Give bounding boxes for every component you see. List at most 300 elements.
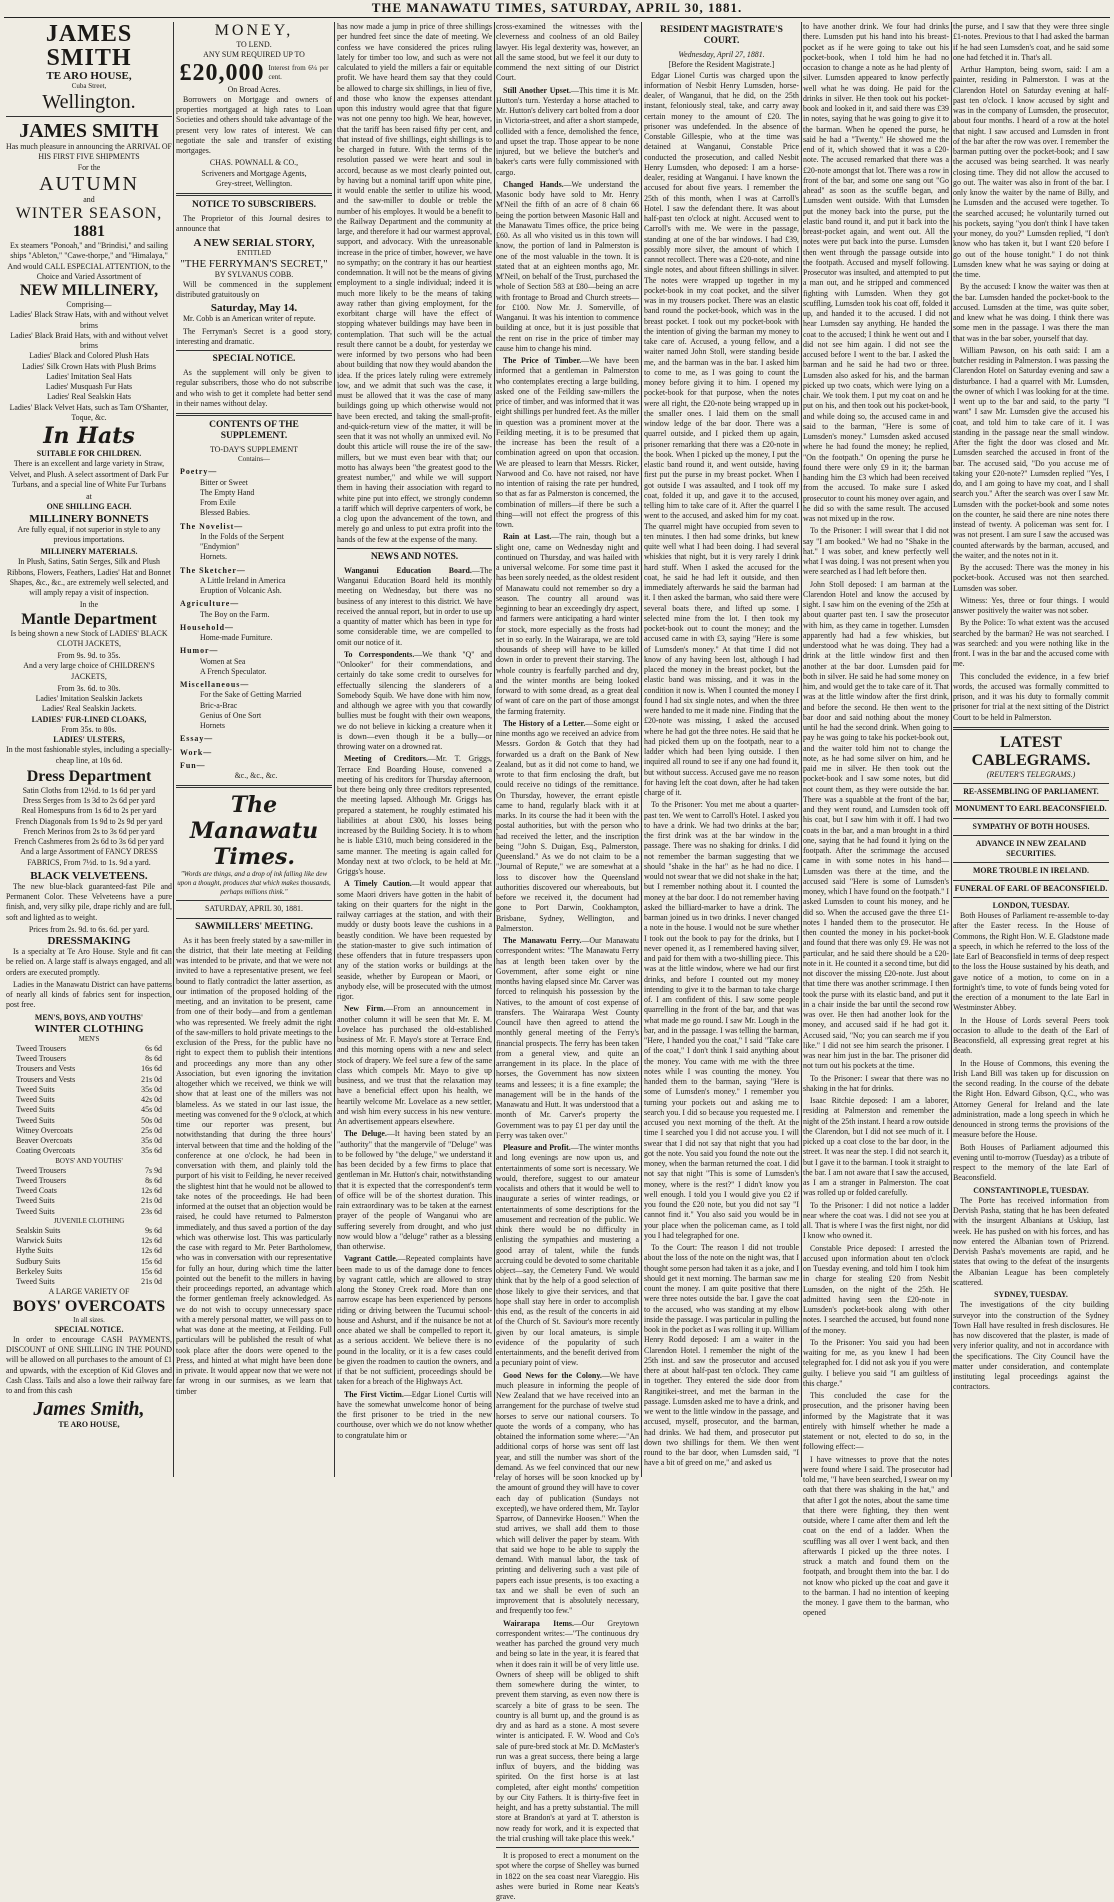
boys-price-list bbox=[6, 1166, 172, 1217]
money-heading: MONEY, bbox=[214, 22, 294, 39]
price-item: Tweed Suits bbox=[16, 1105, 55, 1115]
ex-steamers: Ex steamers "Ponoah," and "Brindisi," and sailing ships "Ableton," "Cawe-thorpe," and "Himalaya," bbox=[10, 241, 168, 261]
firm-name: CHAS. POWNALL & CO., bbox=[209, 158, 299, 168]
notice-text: The Proprietor of this Journal desires to announce that bbox=[176, 214, 332, 234]
toc-item: "Endymion" bbox=[200, 542, 240, 551]
dress-item: Satin Cloths from 12½d. to 1s 6d per yard bbox=[22, 785, 156, 795]
column-6 bbox=[803, 22, 949, 1618]
toc-item: Hornets bbox=[200, 721, 225, 730]
price-item: Trousers and Vests bbox=[16, 1074, 76, 1084]
news-item bbox=[337, 879, 492, 1002]
toc-section: Agriculture— bbox=[180, 599, 240, 609]
court-cont-9: This concluded the case for the prosecution, and the prisoner having been informed by the Magistrate that it was entirely with himself whether he made a statement or not, elected to do so, in the following effect:— bbox=[803, 1391, 949, 1452]
fur-cloaks-heading: LADIES' FUR-LINED CLOAKS, bbox=[31, 714, 147, 724]
attention-text: And would CALL ESPECIAL ATTENTION, to the Choice and Varied Assortment of bbox=[7, 261, 171, 281]
court-cont-7: Constable Price deposed: I arrested the accused upon information about ten o'clock on Tuesday evening, and told him I took him in charge for stealing £20 from Nesbit Lumsden, on the night of the 25th. He admitted having seen the £20-note in Lumsden's pocket-book along with other notes. I searched the accused, but found none of the money. bbox=[803, 1243, 949, 1335]
will-commence: Will be commenced in the supplement distributed gratuitously on bbox=[176, 279, 332, 299]
news-item-text: We have been informed that a gentleman in Palmerston who contemplates erecting a large building, asked one of the Feilding saw-millers the price of timber, and was informed that it was eight shillings per hundred feet. As the miller in question was a prominent mover at the Feilding meeting, it is to be presumed that the increase has been the result of a combination agreed on upon that occasion. We are pleased to learn that Messrs. Ricker, Narwood and Co. have not raised, nor have no intention of raising the rate per hundred, so that as far as Palmerston is concerned, the combination of millers—if there be such a thing—will not effect the progress of this town. bbox=[496, 356, 639, 529]
mantle-text-2: And a very large choice of CHILDREN'S JACKETS, bbox=[23, 661, 155, 681]
adjourn-text: Both Houses of Parliament adjourned this evening until to-morrow (Tuesday) as a tribute of respect to the memory of the late Earl of Beaconsfield. bbox=[953, 1142, 1109, 1183]
toc-item: Blessed Babies. bbox=[200, 508, 250, 518]
toc-item: From Exile bbox=[200, 498, 236, 507]
millinery-item: Ladies' Black and Colored Plush Hats bbox=[29, 351, 149, 361]
news-item-heading: The Manawatu Ferry. bbox=[503, 936, 582, 945]
special-notice-heading: SPECIAL NOTICE. bbox=[54, 1324, 124, 1334]
serial-date: Saturday, May 14. bbox=[210, 302, 298, 315]
news-item bbox=[496, 1143, 639, 1369]
news-item-heading: Pleasure and Profit. bbox=[503, 1143, 571, 1152]
news-item bbox=[337, 1129, 492, 1252]
price-item: Trousers and Vests bbox=[16, 1064, 76, 1074]
toc-item: A Little Ireland in America bbox=[200, 575, 286, 585]
toc-section: The Sketcher— bbox=[180, 565, 246, 575]
toc-item: Bitter or Sweet bbox=[200, 477, 248, 487]
court-cont-4: To the Prisoner: I swear that there was no shaking in the hat for drinks. bbox=[803, 1073, 949, 1093]
court-date: Wednesday, April 27, 1881. bbox=[678, 50, 765, 59]
price-row bbox=[6, 1236, 172, 1246]
price-row bbox=[6, 1085, 172, 1095]
millinery-item: Ladies' Black Velvet Hats, such as Tam O'Shanter, Toque, &c. bbox=[9, 402, 169, 422]
price-row bbox=[6, 1246, 172, 1256]
price-item: Tweed Trousers bbox=[16, 1175, 67, 1185]
price-value: 16s 6d bbox=[141, 1064, 162, 1074]
millinery-item: Ladies' Silk Crown Hats with Plush Brims bbox=[22, 361, 156, 371]
court-cont-8: To the Prisoner: You said you had been waiting for me, as you knew I had been telegraphed for. I did not ask you if you were guilty. I believe you said "I am guiltless of this charge." bbox=[803, 1337, 949, 1388]
winter-heading: WINTER SEASON, bbox=[15, 205, 163, 222]
news-item-text: The Wanganui Education Board held its monthly meeting on Wednesday, but there was no business of any interest to this district. We have received the annual report, but in order to use up a quantity of matter which has been in type for some considerable time, we are compelled to omit our notice of it. bbox=[337, 565, 492, 647]
at-text: at bbox=[86, 492, 92, 501]
dress-item: French Diagonals from 1s 9d to 2s 9d per yard bbox=[15, 816, 163, 826]
toc-item: Bric-a-Brac bbox=[200, 700, 238, 710]
price-row bbox=[6, 1186, 172, 1196]
mantle-text: Is being shown a new Stock of LADIES' BLACK CLOTH JACKETS, bbox=[10, 628, 168, 648]
large-variety: A LARGE VARIETY OF bbox=[48, 1287, 130, 1297]
news-item bbox=[337, 650, 492, 753]
column-divider bbox=[801, 22, 802, 1477]
price-row bbox=[6, 1257, 172, 1267]
one-shilling: ONE SHILLING EACH. bbox=[46, 502, 132, 512]
price-row bbox=[6, 1054, 172, 1064]
price-value: 50s 0d bbox=[141, 1115, 162, 1125]
london-heading: LONDON, TUESDAY. bbox=[992, 900, 1070, 910]
price-value: 8s 6d bbox=[145, 1175, 162, 1185]
velveteens-heading: BLACK VELVETEENS. bbox=[30, 869, 148, 882]
price-value: 21s 0d bbox=[141, 1074, 162, 1084]
paper-date: SATURDAY, APRIL 30, 1881. bbox=[205, 904, 303, 914]
toc-section: Household— bbox=[180, 622, 234, 632]
divider bbox=[337, 548, 492, 549]
millinery-item: Ladies' Musquash Fur Hats bbox=[45, 382, 133, 391]
news-item bbox=[496, 86, 639, 178]
price-row bbox=[6, 1126, 172, 1136]
dressmaking-heading: DRESSMAKING bbox=[47, 935, 131, 947]
masthead-title: THE MANAWATU TIMES, SATURDAY, APRIL 30, 1881. bbox=[371, 0, 743, 15]
news-item-dash: — bbox=[585, 718, 594, 728]
story-author: BY SYLVANUS COBB. bbox=[214, 269, 294, 279]
millinery-item: Ladies' Real Sealskin Hats bbox=[46, 392, 132, 402]
shop-city: Wellington. bbox=[42, 91, 136, 113]
fancy-fabrics: And a large Assortment of FANCY DRESS FABRICS, From 7½d. to 1s. 9d a yard. bbox=[20, 847, 158, 867]
news-item-text: Mr. T. Griggs, Terrace End Boarding House, convened a meeting of his creditors for Thursday afternoon, but there being only three creditors represented, the meeting lapsed. Although Mr. Griggs has prepared a statement, he roughly estimated his liabilities at about £300, his losses being increased by the Building Society. It is to whom he is liable £310, much being considered in the same manner. The meeting is again called for Monday next at two o'clock, to be held at Mr. Griggs's house. bbox=[337, 754, 492, 876]
price-value: 8s 6d bbox=[145, 1054, 162, 1063]
price-row bbox=[6, 1226, 172, 1236]
news-item-heading: The History of a Letter. bbox=[503, 718, 586, 728]
toc-section: Miscellaneous— bbox=[180, 680, 250, 689]
divider bbox=[953, 862, 1109, 863]
contents-heading: CONTENTS OF THE SUPPLEMENT. bbox=[209, 420, 299, 441]
bonnets-text: Are fully equal, if not superior in style to any previous importations. bbox=[17, 524, 161, 544]
price-row bbox=[6, 1064, 172, 1074]
special-notice-heading: SPECIAL NOTICE. bbox=[212, 354, 296, 364]
news-item-heading: Vagrant Cattle. bbox=[344, 1254, 398, 1264]
price-value: 6s 6d bbox=[145, 1043, 162, 1053]
toc-section: Essay— bbox=[180, 734, 214, 744]
news-item-heading: A Timely Caution. bbox=[344, 879, 412, 889]
price-value: 21s 0d bbox=[141, 1196, 162, 1206]
price-value: 21s 0d bbox=[141, 1277, 162, 1286]
cobb-text: Mr. Cobb is an American writer of repute. bbox=[183, 314, 316, 324]
divider bbox=[953, 800, 1109, 801]
column-4-intro: cross-examined the witnesses with the cleverness and coolness of an old Bailey lawyer. His legal dexterity was, however, an all the same stood, but we feel it our duty to commend the next sitting of our District Court. bbox=[496, 22, 639, 83]
money-text: Borrowers on Mortgage and owners of properties mortgaged at high rates to Loan Societies and others should take advantage of the present very low rates of interest. We can negotiate the sale and transfer of existing mortgages. bbox=[176, 94, 332, 155]
news-item bbox=[496, 532, 639, 717]
news-item-text: The winter months and long evenings are now upon us, and entertainments of some sort is necessary. We would, therefore, suggest to our amateur vocalists and others that it would be well to inaugurate a series of winter readings, or entertainments of some descriptions for the amusement and recreation of the public. We think there would be no difficulty in enlisting the sympathies and mustering a good array of talent, while the funds accruing could be devoted to some charitable object—say, the Cemetery Fund. We would think that by the help of a good selection of those likely to give their services, and that hope shall stay here in order to accomplish this end, as the result of the concerts in aid of the Church of St. Saviour's more recently given by our local amateurs, is simple evidence of the popularity of such entertainments, and the benefit derived from a pecuniary point of view. bbox=[496, 1143, 639, 1368]
toc-item: In the Folds of the Serpent bbox=[200, 531, 284, 541]
mantle-price-2: From 3s. 6d. to 30s. bbox=[57, 683, 121, 693]
price-item: Warwick Suits bbox=[16, 1236, 63, 1245]
news-item-text: It would appear that some Maori drivers have gotten in the habit of taking on their quarters for the night in the railway carriages at the station, and with their muddy or dusty boots leave the cushions in a beastly condition. We have been requested by the station-master to give such intimation of these offenders that in future trespassers upon any of the station works or buildings at the seaside, whether by European or Maori, or anybody else, will be prosecuted with the utmost rigor. bbox=[337, 879, 492, 1001]
price-item: Tweed Suits bbox=[16, 1095, 55, 1104]
news-item-text: This time it is Mr. Hutton's turn. Yesterday a horse attached to Mr. Hutton's delivery cart bolted from a door in Victoria-street, and after a short stampede, collided with a fence, demolished the fence, and upset the trap. Those appear to be none injured, but we believe the butcher's and baker's carts were fully commissioned with cargo. bbox=[496, 85, 639, 177]
dress-dept-heading: Dress Department bbox=[26, 767, 152, 785]
news-item-dash: — bbox=[397, 1254, 406, 1264]
dress-item: French Merinos from 2s to 3s 6d per yard bbox=[23, 826, 155, 836]
price-value: 15s 6d bbox=[141, 1256, 162, 1266]
london-text: Both Houses of Parliament re-assemble to-day after the Easter recess. In the House of Commons, the Right Hon. W. E. Gladstone made a speech, in which he referred to the loss of the late Earl of Beaconsfield in terms of deep respect to the loss the House sustained by his death, and gave notice of a motion, to come on in a fortnight's time, to vote of funds being voted for the erection of a monument to the late Earl in Westminster Abbey. bbox=[953, 911, 1109, 1013]
in-sizes: In all sizes. bbox=[73, 1315, 105, 1324]
court-cont-2: To the Prisoner: I will swear that I did not say "I am booked." We had no "Shake in the hat." I was sober, and knew perfectly well what I was doing. I was not present when you were searched as I had left before then. bbox=[803, 526, 949, 577]
column-3 bbox=[337, 22, 492, 1477]
column-divider bbox=[494, 22, 495, 1477]
news-item-text: We have much pleasure in informing the people of New Zealand that we have received into an arrangement for the purchase of twelve stud horses to serve our national coursers. To quote the words of a company, who has obtained the information some where:—"An additional corps of horse was sent off last year, and still the number was short of the demand. As we feel convinced that our new relay of horses will be soon knocked up by the amount of ground they will have to cover each day of publication (Sundays not excepted), we have ordered them, Mr. Taylor Sparrow, of Dannevirke Hoosen." When the stud arrives, we shall add them to those which will deliver the paper by steam. With that said we hope to be able to supply the demand. With manual labor, the task of printing and delivering such a vast pile of papers each issue presents, is too exacting a tax and we shall be even of such an improvement that is absolutely necessary, and frequently too few." bbox=[496, 1370, 639, 1616]
news-item-dash: — bbox=[581, 936, 590, 945]
millinery-item: Ladies' Imitation Seal Hats bbox=[46, 371, 132, 381]
boys-label: BOYS' AND YOUTHS' bbox=[55, 1156, 123, 1165]
price-item: Tweed Trousers bbox=[16, 1054, 67, 1063]
news-item-text: Repeated complaints have been made to us of the damage done to fences by vagrant cattle, which are allowed to stray along the Stoney Creek road. More than one narrow escape has been experienced by persons riding or driving between the Tucumui school-house and Ashurst, and if the nuisance be not at once abated we shall be compelled to report it, as a serious accident. We believe there is no pound in the locality, or it is a few cases could be given the roadmen to caution the owners, and if that be not sufficient, proceedings should be taken for a breach of the Highways Act. bbox=[337, 1254, 492, 1387]
price-item: Coating Overcoats bbox=[16, 1146, 75, 1156]
column-7 bbox=[953, 22, 1109, 1477]
court-end-8: This concluded the evidence, in a few brief words, the accused was formally committed to prison, and it was his duty to formally commit prisoner for trial at the next sitting of the District Court to be held in Palmerston. bbox=[953, 671, 1109, 722]
shelley-note: It is proposed to erect a monument on the spot where the corpse of Shelley was burned in 1822 on the sea coast near Viareggio. His ashes were buried in Rome near Keats's grave. bbox=[496, 1851, 639, 1901]
toc-item: Women at Sea bbox=[200, 656, 246, 666]
news-item bbox=[496, 1371, 639, 1617]
news-items bbox=[496, 86, 639, 1845]
ulsters-text: In the most fashionable styles, including a specially-cheap line, at 10s 6d. bbox=[6, 745, 172, 765]
price-value: 42s 0d bbox=[141, 1095, 162, 1104]
news-item-dash: — bbox=[427, 754, 436, 764]
court-end-4: William Pawson, on his oath said: I am a butcher residing in Palmerston. I was passing the Clarendon Hotel on Saturday evening and saw a disturbance. I had a quarrel with Mr. Lumsden, the owner of which I was looking for at the time. I went up to the bar and said, to the party "I want" I saw Mr. Lumsden give the accused his coat, and told him to take care of it. I was standing in the passage near the small window. After the fight the door was closed and Mr. Lumsden searched the accused in front of the bar. The accused said, "Do you accuse me of taking your £20-note?" Lumsden replied "Yes, I do, and I am going to have my coat, and I shall search you." After the search was over I saw Mr. Lumsden with the pocket-book and some notes on the counter, he said there are nine notes there instead of twenty. A policeman was sent for. I was not present. I am sure I saw the accused was counted afterwards by the barman, accused, and the waiter, and the notes not in it. bbox=[953, 345, 1109, 560]
cable-h4: ADVANCE IN NEW ZEALAND SECURITIES. bbox=[975, 838, 1087, 858]
millinery-item: Ladies' Black Straw Hats, with and without velvet brims bbox=[9, 310, 169, 330]
special-notice-text: As the supplement will only be given to regular subscribers, those who do not subscribe and who wish to get it complete had better send in their names without delay. bbox=[176, 368, 332, 408]
news-item-heading: Changed Hands. bbox=[503, 179, 564, 189]
price-value: 35s 6d bbox=[141, 1146, 162, 1156]
price-item: Sealskin Suits bbox=[16, 1225, 61, 1235]
price-item: Tweed Suits bbox=[16, 1084, 55, 1094]
story-title: "THE FERRYMAN'S SECRET," bbox=[180, 257, 328, 270]
news-item-dash: — bbox=[411, 879, 420, 889]
price-value: 9s 6d bbox=[145, 1225, 162, 1235]
dressmaking-text: Is a specialty at Te Aro House. Style and fit can be relied on. A large staff is always engaged, and all orders are executed promptly. bbox=[6, 947, 172, 977]
autumn-heading: AUTUMN bbox=[39, 172, 139, 195]
price-value: 35s 0d bbox=[141, 1084, 162, 1094]
cable-h3: SYMPATHY OF BOTH HOUSES. bbox=[972, 821, 1090, 831]
court-end-6: Witness: Yes, three or four things. I would answer positively the waiter was not sober. bbox=[953, 595, 1109, 615]
bonnets-heading: MILLINERY BONNETS bbox=[29, 512, 149, 525]
cable-h6: FUNERAL OF EARL OF BEACONSFIELD. bbox=[954, 883, 1108, 893]
divider bbox=[953, 727, 1109, 730]
meeting-text: As it has been freely stated by a saw-miller in the district, that their late meeting at Feilding was intended to be private, and that we were not invited to have a representative present, we feel bound to flatly contradict the latter assertion, as our intimation of the proposed holding of the meeting, and an invitation to be present, came from one of their body—and from a gentleman who was represented. We freely admit the right of the saw-millers to hold private meetings to the exclusion of the Press, for the public have no right to expect them to publish their intentions and proceedings any more than any other Association, but even ignoring the invitation altogether which we received, we think we will show that at least one of the millers was not blameless. As we stated in our last issue, the meeting was convened for the 9 o'clock, at which time our reporter was present, but notwithstanding that during the three hours' interval between that time and the holding of the conference at one o'clock, he had been in conversation with them, and plainly told the purport of his visit to Feilding, he never received the slightest hint that he would not be allowed to take notes of the proceedings. He had been informed at the outset that an objection would be raised, he could have returned to Palmerston immediately, and thus saved a portion of the day which was otherwise lost. This was particularly the case with regard to Mr. Peter Bartholomew, who was in conversation with our representative for fully an hour, during which time the latter pointed out the benefit to the millers in having their proceedings reported, an advantage which the former gentleman freely acknowledged. As we do not wish to occupy unnecessary space with a merely personal matter, we will pass on to what was done at the meeting, at Feilding. Full particulars will be published the result of what took place after the doors were opened to the Press, and hinted at what might have been done in private. It would appear now that we were not far wrong in our surmises, as we learn that timber bbox=[176, 935, 332, 1396]
shop-street: Cuba Street, bbox=[71, 82, 107, 90]
news-item bbox=[496, 719, 639, 934]
price-item: Sudbury Suits bbox=[16, 1256, 61, 1266]
news-item-heading: To Correspondents. bbox=[344, 649, 415, 659]
court-before: [Before the Resident Magistrate.] bbox=[668, 60, 775, 70]
news-item-dash: — bbox=[563, 179, 572, 189]
entitled: ENTITLED bbox=[237, 248, 271, 257]
commons-text: In the House of Commons, this evening the Irish Land Bill was taken up for discussion on the second reading. In the course of the debate the Right Hon. Edward Gibson, Q.C., who was Attorney General for Ireland and the late administration, made a long speech in which he denounced in strong terms the provisions of the measure before the House. bbox=[953, 1058, 1109, 1140]
new-serial: A NEW SERIAL STORY, bbox=[193, 236, 315, 249]
masthead-rule bbox=[4, 17, 1110, 18]
and-text: and bbox=[83, 194, 95, 204]
price-row bbox=[6, 1277, 172, 1287]
price-row bbox=[6, 1207, 172, 1217]
news-item-text: From an announcement in another column it will be seen that Mr. E. M. Lovelace has purchased the old-established business of Mr. F. Mayo's store at Terrace End, and this morning opens with a new and select stock of drapery. We feel sure a few of the same class which compels Mr. Mayo to give up business, and we trust that the relaxation may have a beneficial effect upon his health, we heartily welcome Mr. Lovelace as a new settler, and wish him every success in his new venture. An advertisement appears elsewhere. bbox=[337, 1004, 492, 1126]
dress-item: Dress Serges from 1s 3d to 2s 6d per yard bbox=[22, 796, 155, 805]
price-item: Tweed Suits bbox=[16, 1206, 55, 1216]
price-value: 15s 6d bbox=[141, 1266, 162, 1276]
news-item-heading: Good News for the Colony. bbox=[503, 1370, 602, 1380]
toc-section: Humor— bbox=[180, 646, 219, 656]
news-item bbox=[337, 754, 492, 877]
divider bbox=[953, 897, 1109, 898]
news-item-dash: — bbox=[601, 1370, 610, 1380]
news-item-text: Edgar Lionel Curtis will have the somewhat unwelcome honor of being the first prisoner to be tried in the new courthouse, over which we do not know whether to congratulate him or bbox=[337, 1389, 492, 1440]
millinery-item: Ladies' Black Braid Hats, with and without velvet brims bbox=[10, 330, 168, 350]
toc-item: The Empty Hand bbox=[200, 487, 255, 497]
price-value: 45s 0d bbox=[141, 1105, 162, 1115]
new-millinery-heading: NEW MILLINERY, bbox=[19, 282, 159, 299]
news-item bbox=[337, 1254, 492, 1387]
shop-name-2: JAMES SMITH bbox=[19, 120, 159, 142]
shop-name: JAMES SMITH bbox=[45, 21, 133, 71]
fur-price: From 35s. to 80s. bbox=[61, 724, 117, 734]
news-item bbox=[337, 1004, 492, 1127]
juvenile-label: JUVENILE CLOTHING bbox=[53, 1216, 125, 1225]
editorial-continued: has now made a jump in price of three shillings per hundred feet since the date of meeting. We confess we have considered the prices ruling lately for timber too low, and such as were not calculated to yield the millers a fair or equitable profit. We have heard them say that they could be allowed to charge six shillings, in lieu of five, and those who know the expenses attendant upon this industry would agree that that figure was not one penny too high. We hear, however, that the tariff has been raised fifty per cent, and that instead of five shillings, eight shillings is to be charged in future. With the terms of the resolution passed we were heart and soul in accord, because as we most clearly pointed out, by having but a nominal tariff upon white pine, it would enable the settler to utilize his wood, and the saw-miller to double or treble the number of his employes. It would be a benefit to the Railway Department and the community at large, and therefore it had our warmest approval, support, and advocacy. With the unreasonable increase in the price of timber, however, we have no sympathy; on the contrary it has our heartiest condemnation. It will not be the means of giving employment to a single individual; indeed it is much more likely to be the means of taking away rather than giving employment, for the exorbitant charge will have the effect of stopping whatever buildings may have been in contemplation. That such will be the actual result there cannot be a doubt, for yesterday we were informed by two persons who had been about building that now they would abandon the idea. If the prices lately ruling were extremely low, and we admit that such was the case, it must be allowed that it was the case of many buildings going up which otherwise would not have been erected, and taking the small-profit-and-quick-return view of the matter, it will be seen that it was not wholly an unmixed evil. No doubt this article will rouse the ire of the saw-millers, but we must even bear with that; our motto has always been "the greatest good to the greatest number," and while we will support them in having their association with regard to white pine put into effect, we strongly condemn a tariff which will deprive carpenters of work, be a clog upon the advancement of the town, and merely go and unless to put extra profit into the hands of the few at the expense of the many. bbox=[337, 22, 492, 544]
price-item: Beaver Overcoats bbox=[16, 1136, 73, 1145]
constantinople-heading: CONSTANTINOPLE, TUESDAY. bbox=[973, 1185, 1089, 1195]
court-text: Edgar Lionel Curtis was charged upon the information of Nesbit Henry Lumsden, horse-dealer, of Wanganui, that he did, on the 25th instant, feloniously steal, take, and carry away certain money to the amount of £20. The prisoner was undefended. In the absence of Constable Gillespie, who at the time was detained at Wanganui, Constable Price conducted the prosecution, and called Nesbit Henry Lumsden, who deposed: I am a horse-dealer, residing at Wanganui. I have known the accused for about five years. I remember the 25th of this month, when I was at Carroll's Hotel. I saw the defendant there. It was about half-past ten o'clock at night. Accused went to Carroll's with me. We were in the passage, standing at one of the bar windows. I had £39, possibly more silver, the amount of which I cannot recollect. There was a £20-note, and nine single notes, and about fifteen shillings in silver. The notes were wrapped up together in my pocket-book in my coat pocket, and the silver was in my trousers pocket. There was an elastic band round the pocket-book, which was in the breast pocket. I took out my pocket-book with the intention of giving the barman my money to take care of. Accused, a young fellow, and a waiter named John Stoll, were standing beside me, and the barman was in the bar. I asked him to come to me, as I was going to count the money before giving it to him. I opened my pocket-book for that purpose, when the notes were all right, the £20-note being wrapped up in the smaller ones. I laid them on the small window ledge of the bar door. There was a quarrel outside, and I picked them up again, prisoner remarking that there was a £20-note in the book. When I picked up the money, I put the elastic band round it, and went outside, having first put the purse in my breast pocket. When I got outside I was assaulted, and I took off my coat, folded it up, and gave it to the accused, telling him to take care of it. After the quarrel I went to the accused, and asked him for my coat. The quarrel might have occupied from seven to ten minutes. I then had some drinks, but knew quite well what I had been doing. I had several whiskies that night, but it is very rarely I drink hard stuff. When I asked the accused for the coat, he said he had left it outside, and then immediately afterwards he said the barman had it. I then asked the barman, who said there were several boats there, and lifted up some. I selected mine from the lot. I then took my pocket-book out to count the money; and the accused came in with £3, saying "Here is some of Lumsden's money." At that time I did not know of any having been lost, although I had placed the money in the breast pocket, but the elastic band was missing, and it was in the condition it now is. When I counted the money I found I had six single notes, and when the three were handed to me it made nine. Finding that the £20-note was missing, I asked the accused where he had got the three notes. He said that he had picked them up on the footpath, near to a ladder which had been lying outside. I then inquired all round to see if any one had found it, but without success. Accused gave me no reason for having left the coat down, after he had taken charge of it. bbox=[644, 70, 799, 797]
toc-item: Eruption of Volcanic Ash. bbox=[200, 586, 282, 595]
court-cont-10: I have witnesses to prove that the notes were found where I said. The prosecutor had told me, "I have been searched, I swear on my oath that there was shaking in the hat," and that after I got the notes, about the same time that there were fighting, they then went outside, where I came after them and left the coat on the end of a ladder. When the scuffling was all over I went back, and then afterwards I picked up the three notes. I struck a match and found them on the footpath, and brought them into the bar. I do not know who picked up the coat and gave it to the barman. I had no intention of keeping the money. I gave them to the barman, who opened bbox=[803, 1454, 949, 1618]
column-divider bbox=[641, 22, 642, 1477]
price-item: Tweed Coats bbox=[16, 1186, 57, 1195]
cable-h5: MORE TROUBLE IN IRELAND. bbox=[972, 866, 1090, 876]
toc-item: The Boy on the Farm. bbox=[200, 609, 270, 619]
court-cont-6: To the Prisoner: I did not notice a ladder near where the coat was. I did not see you at all. That is where I was the first night, nor did I know who owned it. bbox=[803, 1200, 949, 1241]
divider bbox=[953, 783, 1109, 784]
news-item-dash: — bbox=[414, 649, 423, 659]
velveteens-text: The new blue-black guaranteed-fast Pile and Permanent Color. These Velveteens have a pure finish, and, very silky pile, drape richly and are full, soft and lighted as to weight. bbox=[6, 881, 172, 922]
price-row bbox=[6, 1146, 172, 1156]
supplement-contents bbox=[176, 467, 332, 781]
price-item: Tweed Suits bbox=[16, 1115, 55, 1125]
price-value: 7s 9d bbox=[145, 1165, 162, 1175]
court-end-5: By the accused: There was the money in his pocket-book. Accused was not then searched. Lumsden was sober. bbox=[953, 563, 1109, 593]
price-item: Tweed Suits bbox=[16, 1196, 55, 1206]
news-item-heading: The First Victim. bbox=[344, 1389, 404, 1399]
loan-amount: £20,000 bbox=[179, 59, 265, 86]
news-item-text: It having been stated by an "authority" that the mangervile of "Deluge" was to be followed by "the deluge," we understand it has been decided by a few firms to place that gentleman in Mr. Hutton's chair, notwithstanding that it is expected that the correspondent's term of office will be of the shortest duration. This rain extraordinary was to be taken at the earnest prayer of the people of Wanganui who are suffering severely from drought, and who just now would blow a "deluge" rather as a blessing than otherwise. bbox=[337, 1129, 492, 1251]
news-item-dash: — bbox=[386, 1129, 395, 1139]
sealskin-imitation: Ladies' Imitation Sealskin Jackets bbox=[35, 694, 143, 703]
mens-heading: MEN'S, BOYS, AND YOUTHS' bbox=[34, 1012, 144, 1022]
court-end-2: Arthur Hampton, being sworn, said: I am a painter, residing in Palmerston. I was at the Clarendon Hotel on Saturday evening at half-past ten o'clock. I know accused by sight and was in the company of Lumsden, the prosecutor, about four months. I heard of a row at the hotel that night. I saw accused and Lumsden in front of the bar after the row was over. I remember the barman putting over the pocket-book; and I saw the accused was being searched. It was nearly closing time. They did not allow the accused to go out. The waiter was also in front of the bar. I only know the waiter by the name of Billy, and he Lumsden and the accused were together. To the searched accused; he voluntarily turned out his pockets, saying "you don't think I have taken your money, do you?" Lumsden replied, "I don't know who has taken it, but I want £20 before I go out of the house tonight." I do not think Lumsden knew what he was saying or doing at the time. bbox=[953, 65, 1109, 279]
for-children: SUITABLE FOR CHILDREN. bbox=[36, 449, 142, 458]
juvenile-price-list bbox=[6, 1226, 172, 1288]
boys-overcoats-heading: BOYS' OVERCOATS bbox=[12, 1297, 166, 1315]
ulsters-heading: LADIES' ULSTERS, bbox=[53, 735, 125, 744]
price-value: 35s 0d bbox=[141, 1136, 162, 1145]
news-item-heading: New Firm. bbox=[344, 1004, 386, 1014]
dress-item: French Cashmeres from 2s 6d to 3s 6d per yard bbox=[14, 837, 164, 846]
news-items bbox=[337, 566, 492, 1441]
masthead bbox=[0, 0, 1114, 16]
column-5 bbox=[644, 22, 799, 1477]
season-year: 1881 bbox=[73, 223, 105, 240]
toc-item: Home-made Furniture. bbox=[200, 633, 273, 642]
toc-section: Work— bbox=[180, 747, 213, 757]
todays-supplement: TO-DAY'S SUPPLEMENT bbox=[209, 445, 298, 454]
news-item-heading: Rain at Last. bbox=[503, 532, 552, 542]
news-item-dash: — bbox=[570, 1143, 579, 1152]
any-sum: ANY SUM REQUIRED UP TO bbox=[203, 50, 305, 60]
column-1-advertisement bbox=[6, 22, 172, 1477]
divider bbox=[953, 835, 1109, 836]
in-hats-heading: In Hats bbox=[43, 423, 135, 449]
news-item-dash: — bbox=[570, 85, 579, 95]
meeting-heading: SAWMILLERS' MEETING. bbox=[195, 921, 313, 932]
court-cont-3: John Stoll deposed: I am barman at the Clarendon Hotel and know the accused by sight. I saw him on the evening of the 25th at about quarter past ten. I saw the prosecutor with him, as they came in together. Lumsden apparently had had a few whiskies, but understood what he was doing. They had a drink at the little window first and then another at the bar door. Lumsden paid for both in silver. He said he had some money on him, and would get the to take care of it. That was at the little window after the first drink, and before the second. He then went to the bar door and said nothing about the money until he had the second drink. When going to pay he was going to take his pocket-book out, and the waiter told him not to change the note, as he had some silver on him, and he paid me in silver. He then took out the pocket-book and I saw some notes, but did not count them, as they were outside the bar. There was a squabble at the front of the bar, and they went round, and Lumsden took off his coat, but I saw him with it off. I had two coats in the bar, and a man brought in a third one, saying that he had found it lying on the footpath. After the scrimmage the accused came in with some notes in his hand—Lumsden was there at the time, and the accused said "Here is some of Lumsden's money, which I have found on the footpath." I asked Lumsden to count his money, and he did so. When the accused gave the three £1-notes I handed them to the prosecutor. He then counted the money in his pocket-book and found that there was only £9. He was not particular, and he said there should be a £20-note in it. He counted it a second time, but did not discover the missing £20-note. Just about that time there was another scrimmage. I then took the purse with its elastic band, and put it in a chair inside the bar until the second row was over. He then had another look for the money, and accused said if he had got it. Accused said, "No; you can search me if you like." I did not see him search the prisoner. I was near him just in the bar. The prisoner did not turn out his pockets at the time. bbox=[803, 579, 949, 1071]
firm-address: Grey-street, Wellington. bbox=[215, 178, 293, 188]
divider bbox=[176, 900, 332, 901]
toc-item: A French Speculator. bbox=[200, 666, 267, 676]
column-divider bbox=[334, 22, 335, 1477]
firm-desc: Scriveners and Mortgage Agents, bbox=[201, 168, 307, 178]
arrival-announcement: Has much pleasure in announcing the ARRIVAL OF HIS FIRST FIVE SHIPMENTS bbox=[6, 142, 172, 162]
cable-subheading: (REUTER'S TELEGRAMS.) bbox=[986, 769, 1076, 779]
special-notice-text: In order to encourage CASH PAYMENTS, DISCOUNT of ONE SHILLING IN THE POUND will be allowed on all purchases to the amount of £1 and upwards, with the exception of Kid Gloves and Cash Class. Tails and also a lowe their railway fare to and from this cash bbox=[6, 1334, 172, 1395]
court-text-2: To the Prisoner: You met me about a quarter-past ten. We went to Carroll's Hotel. I asked you to have a drink. We had two drinks at the bar; the first drink was at the bar window in the passage. There was no shaking for drinks. I did not remember the barman suggesting that we should "shake in the hat" as he had no dice. I would not swear that we did not shake in the hat; but I remember nothing about it. I counted the money at the bar door. I do not remember having asked the billiard-marker to have a drink. The barman joined us in two drinks. I never changed a note in the house. I would not be sure whether I took out the book to pay for the drinks, but I never opened it, as I remembered having silver, and paid for them with a two-shilling piece. This was at the little window, where we had our first drinks, and before I counted out my money intending to give it to the barman to take charge of. I am confident of this. I saw some people quarrelling in the front of the bar, and that was what made me go round. I saw Mr. Lough in the bar, and in the passage. I was telling the barman, "Here, I handed you the coat," I said "Take care of the coat," I don't think I said anything about the money. You came with me with the three notes while I was counting the money. You handed them to the barman, saying "Here is some of Lumsden's money." I remember you turning your pockets out and asking me to search you. I did so because you requested me. I accused you next morning of the theft. At the time I searched you I did not accuse you. I will swear that I did not say that night that you had got the note. You said you found the note out the money, when the barman returned the coat. I did not say that night "This is some of Lumsden's money, where is the rest?" I didn't know you well enough. I told you I would give you £2 if you found the £20 note, but you did not say "I cannot find it." You also said you would be in your place when the policeman came, as I told you I had telegraphed for one. bbox=[644, 800, 799, 1240]
news-item-heading: Wairarapa Items. bbox=[503, 1618, 574, 1628]
lords-text: In the House of Lords several Peers took occasion to allude to the death of the Earl of Beaconsfield, all expressing great regret at his death. bbox=[953, 1015, 1109, 1056]
price-item: Hythe Suits bbox=[16, 1246, 54, 1256]
cable-h1: RE-ASSEMBLING OF PARLIAMENT. bbox=[963, 787, 1099, 796]
cable-heading: LATEST CABLEGRAMS. bbox=[971, 733, 1091, 769]
dress-list bbox=[6, 786, 172, 848]
toc-section: The Novelist— bbox=[180, 521, 244, 531]
news-item-heading: Still Another Upset. bbox=[503, 85, 571, 95]
mantle-price: From 9s. 9d. to 35s. bbox=[57, 651, 121, 660]
news-item bbox=[337, 1390, 492, 1441]
price-row bbox=[6, 1075, 172, 1085]
news-item bbox=[337, 566, 492, 648]
winter-clothing-heading: WINTER CLOTHING bbox=[34, 1022, 144, 1035]
price-row bbox=[6, 1196, 172, 1206]
court-end-7: By the Police: To what extent was the accused searched by the barman? He was not searched. I was searched: and you were nothing like in the front. I was in the bar and the accused come with me. bbox=[953, 618, 1109, 669]
court-heading: RESIDENT MAGISTRATE'S COURT. bbox=[660, 25, 783, 46]
materials-heading: MILLINERY MATERIALS. bbox=[40, 547, 138, 556]
mens-price-list bbox=[6, 1044, 172, 1157]
court-cont: to have another drink. We four had drinks there. Lumsden put his hand into his breast-pocket as if he were going to take out his pocket-book, when I told him he had no occasion to change a note as he had plenty of silver. Lumsden appeared to know perfectly well what he was doing. He paid for the drinks in silver. He then took out his pocket-book and looked in it, and said there was £39 in notes, saying that he was going to give it to the barman. When he opened the purse, he said he had a "Twenty." He showed me the end of it, which showed that it was a £20-note. The accused remarked that there was a £20-note amongst that lot. There was a row in front of the bar, and some one sang out "Go ahead" as soon as the scuffle began, and Lumsden went outside. With that Lumsden put the money back into the purse, put the elastic band round it, and put it back into the breast-pocket again, and went out. All the notes were put back into the purse. Lumsden then went through the passage outside into the footpath. Accused and myself following. Prosecutor was insulted, and attempted to put a man out, and he stripped and commenced fighting with Lumsden. When they got scuffling, Lumsden took his coat off, folded it up, and handed it to the accused. I did not hear Lumsden say anything. He handed the coat to the accused; I think he went out and I did not see him again. I did not see the accused before I went to the bar. I asked the barman and he said he had two or three. Lumsden also asked for his, and the barman picked up two coats, which were lying on a chair. We took them. I put my coat on and he put on his, and then took out his pocket-book, and while doing so, the accused came in and said to the barman, "Here is some of Lumsden's money." Lumsden asked accused where he had found the money; he replied, "On the footpath." On opening the purse he found there were only £9 in it; the barman handing him the £3 which had been received from the accused. To make sure I asked prosecutor to count his money over again, and he did so with the same result. The accused was not mixed up in the row. bbox=[803, 22, 949, 523]
news-item-heading: Wanganui Education Board. bbox=[344, 565, 472, 575]
news-item bbox=[496, 180, 639, 354]
news-item-text: Some eight or nine months ago we received an advice from Messrs. Gordon & Gotch that they had forwarded us a draft on the Bank of New Zealand, but as it did not come to hand, we wrote to that firm enclosing the draft, but could receive no tidings of the remittance. On Thursday, however, the errant epistle came to hand, regularly black with it at marks. In its course the had it been with the postal authorities, but with the person who had received the letter, and the inscription being "John S. Duigan, Esq., Palmerston, Queensland." As we do not claim to be a "Journal of Repute," we are somewhat at a loss to discover how the Queensland authorities discovered our whereabouts, but before we received it, the document had gone to Port Darwin, Cookhampton, Brisbane, Sydney, Wellington, and Palmerston. bbox=[496, 718, 639, 933]
comprising: Comprising— bbox=[66, 300, 112, 309]
court-text-3: To the Court: The reason I did not trouble about the loss of the note on the night was, that I thought some person had taken it as a joke, and I should get it next morning. The barman saw me count the money. I am quite positive that there were three notes outside the bar. I gave the coat to the accused, who was standing at my elbow inside the passage. I was particular in pulling the book in the pocket as I was rolling it up. William Henry Rodd deposed: I am a waiter in the Clarendon Hotel. I remember the night of the 25th inst. and saw the prosecutor and accused there at about half-past ten o'clock. They came in together. They entered the side door from Rangitikei-street, and met the barman in the passage. Lumsden asked me to have a drink, and we went to the little window in the passage, and accused, myself, prosecutor, and the barman, had drinks. We had them, and prosecutor put down two shillings for them. We then went round to the bar door, when Lumsden said, "I have a bit of greed on me," and asked us bbox=[644, 1243, 799, 1468]
price-item: Berkeley Suits bbox=[16, 1266, 63, 1276]
column-divider bbox=[951, 22, 952, 1477]
on-broad-acres: On Broad Acres. bbox=[227, 84, 281, 94]
news-item bbox=[496, 936, 639, 1141]
ferry-text: The Ferryman's Secret is a good story, interesting and dramatic. bbox=[176, 326, 332, 346]
column-divider bbox=[173, 22, 174, 1477]
news-item-dash: — bbox=[385, 1004, 394, 1014]
toc-item: For the Sake of Getting Married bbox=[200, 690, 302, 700]
news-item-text: The rain, though but a slight one, came on Wednesday night and continued on Thursday, and was hailed with a universal welcome. For some time past it has been sorely needed, as the oldest resident of Manawatu could not remember so dry a season. The country all around was beginning to bear an exceedingly dry aspect, and farmers were anticipating a hard winter for stock, more especially as the frosts had set in so early. In the Wairarapa, we are told thousands of sheep will have to be killed down in order to prevent their starving. The whole country is fearfully parched and dry, and the winter months are being looked forward to with some dread, as a great deal of want of care on the part of those amongst the farming fraternity. bbox=[496, 532, 639, 716]
news-item-heading: Meeting of Creditors. bbox=[344, 754, 428, 764]
toc-etc: &c., &c., &c. bbox=[234, 771, 278, 780]
divider bbox=[496, 1847, 639, 1848]
price-row bbox=[6, 1095, 172, 1105]
children-text: There is an excellent and large variety in Straw, Velvet, and Plush. A select assortment of Dark Fur Turbans, and a special line of White Fur Turbans bbox=[9, 459, 169, 489]
price-row bbox=[6, 1166, 172, 1176]
price-row bbox=[6, 1105, 172, 1115]
toc-section: Poetry— bbox=[180, 467, 218, 477]
news-item bbox=[496, 356, 639, 530]
dressmaking-text-2: Ladies in the Manawatu District can have patterns of nearly all kinds of fabrics sent for inspection, post free. bbox=[6, 979, 172, 1010]
news-item-text: Our Manawatu correspondent writes: "The Manawatu Ferry has at length been taken over by the Government, after some eight or nine months having elapsed since Mr. Carver was forced to relinquish his possession by the Natives, to the amount of cost expense of transfers. The Wairarapa West County Council have then agreed to attend the monthly general meeting of the Ferry's financial prospects. The ferry has been taken from a general view, and quite an arrangement in its place. In the place of horses, the Government has now sixteen teams and lessees; it is a fine example; the management will be in the hands of the Manawatu and Hutt. It was understood that a month of Mr. Carver's property the Government was to pay £1 per day until the Ferry was taken over." bbox=[496, 936, 639, 1140]
news-heading: NEWS AND NOTES. bbox=[370, 551, 459, 562]
news-item-text: We understand the Masonic body have sold to Mr. Henry M'Neil the fifth of an acre of 8 chain 66 being the portion between Masonic Hall and the Manawatu Times office, the price being £60. As all who visited us in this town will know, the portion of land in Palmerston is one of the most valuable in the town. It is stated that at an eighteen months ago, Mr. M'Neil, on behalf of the Trust, purchased the whole of Section 583 at £80—being an acre with frontage to Broad and Church streets—for £100. Now Mr. J. Somerville, of Wanganui. It was his intention to commence building at once, but it is just possible that the rent on rise in the price of timber may cause him to change his mind. bbox=[496, 179, 639, 353]
sydney-text: The investigations of the city building surveyor into the construction of the Sydney Town Hall have resulted in fresh disclosures. He has now discovered that the plaster, is made of very inferior quality, and not in accordance with the specifications. The City Council have the matter under consideration, and contemplate instituting legal proceedings against the contractors. bbox=[953, 1300, 1109, 1392]
to-lend: TO LEND. bbox=[236, 40, 272, 49]
interest-rate: Interest from 6¼ per cent. bbox=[268, 63, 329, 81]
dress-item: Real Homespuns from 1s 6d to 2s per yard bbox=[21, 806, 157, 816]
cable-h2: MONUMENT TO EARL BEACONSFIELD. bbox=[955, 804, 1107, 814]
news-item-text: Our Greytown correspondent writes:—"The continuous dry weather has parched the ground very much and being so late in the year, it is feared that when it does rain it will be of very little use. Owners of sheep will be obliged to shift them somewhere during the winter, to prevent them starving, as even now there is scarcely a bite of grass to be seen. The country is all burnt up, and the ground is as dry and as hard as a stone. A most severe winter is anticipated. F. W. Wood and Co's sale of pure-bred stock at Mr. D. McMaster's run was a great success, there being a large influx of buyers, and the bidding was spirited. On the first horse is at last completed, after eight months' competition by our City Fathers. It is thirty-five feet in height, and has a pretty substantial. The mill store at Brandon's at yard at T. atherston is now ready for work, and it is expected that the trial crushing will take place this week." bbox=[496, 1618, 639, 1843]
news-item-dash: — bbox=[551, 532, 560, 542]
news-item-dash: — bbox=[403, 1389, 412, 1399]
sydney-heading: SYDNEY, TUESDAY. bbox=[994, 1290, 1068, 1299]
news-item-dash: — bbox=[581, 356, 590, 365]
court-end: the purse, and I saw that they were three single £1-notes. Previous to that I had asked the barman if he had seen Lumsden's coat, and he said some one had fetched it in. That's all. bbox=[953, 22, 1109, 62]
for-the: For the bbox=[77, 162, 101, 172]
notice-heading: NOTICE TO SUBSCRIBERS. bbox=[192, 200, 316, 210]
mens-label: MEN'S bbox=[78, 1034, 100, 1043]
